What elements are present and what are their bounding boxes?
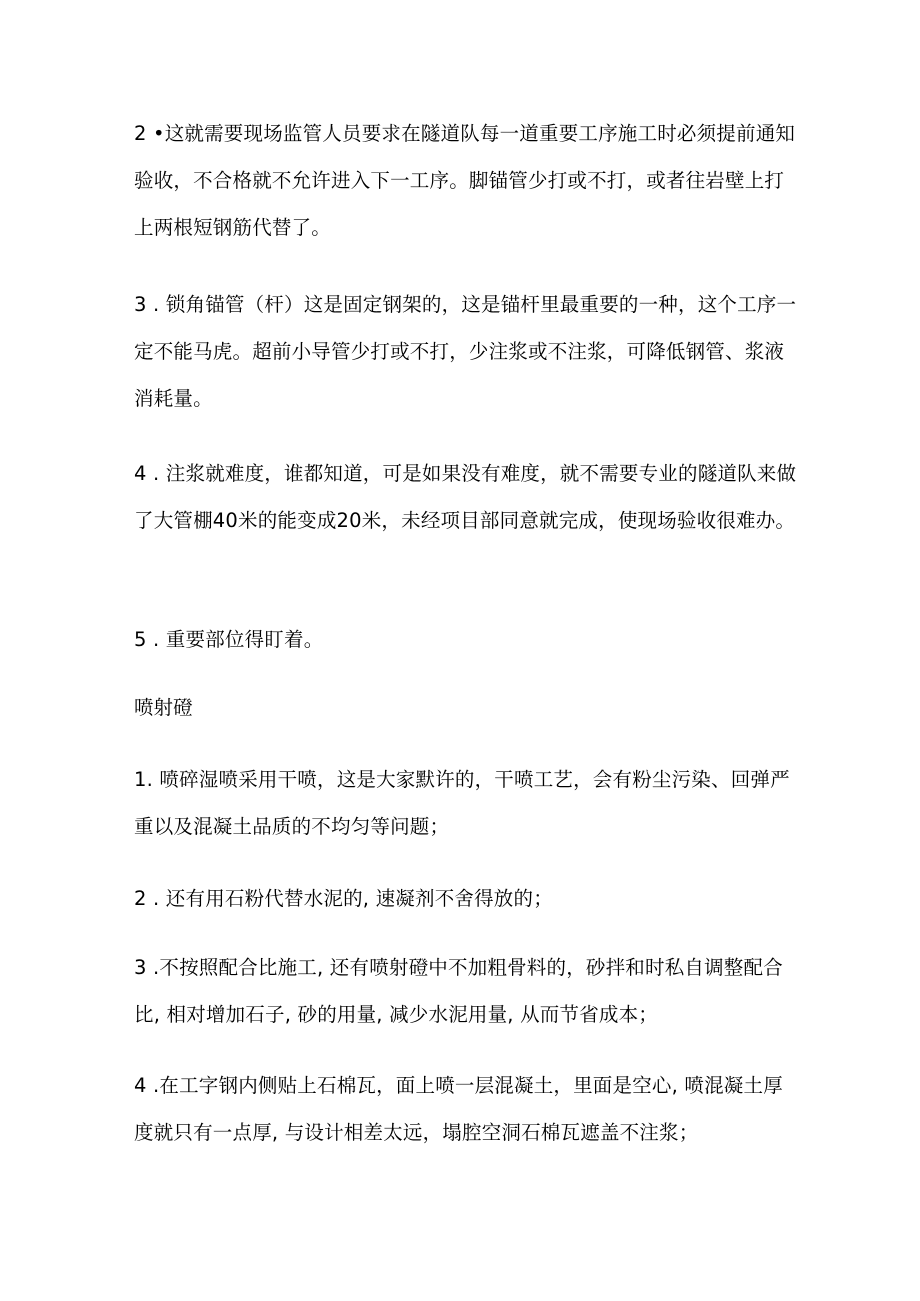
paragraph-2-supervision: 2 •这就需要现场监管人员要求在隧道队每一道重要工序施工时必须提前通知验收，不合格就不允许进入下一工序。脚锚管少打或不打，或者往岩壁上打上两根短钢筋代替了。 — [134, 122, 796, 239]
section-heading-shotcrete: 喷射磴 — [134, 696, 193, 719]
shotcrete-item-4: 4 .在工字钢内侧贴上石棉瓦，面上喷一层混凝土，里面是空心, 喷混凝土厚度就只有一点厚, 与设计相差太远，塌腔空洞石棉瓦遮盖不注浆； — [134, 1074, 783, 1144]
shotcrete-item-3: 3 .不按照配合比施工, 还有喷射磴中不加粗骨料的，砂拌和时私自调整配合比, 相对增加石子, 砂的用量, 减少水泥用量, 从而节省成本； — [134, 956, 783, 1026]
shotcrete-item-1: 1. 喷碎湿喷采用干喷，这是大家默许的，干喷工艺，会有粉尘污染、回弹严重以及混凝土品质的不均匀等问题； — [134, 768, 790, 838]
paragraph-4-grouting: 4 . 注浆就难度，谁都知道，可是如果没有难度，就不需要专业的隧道队来做了大管棚40米的能变成20米，未经项目部同意就完成，使现场验收很难办。 — [134, 462, 797, 532]
paragraph-5-key-parts: 5 . 重要部位得盯着。 — [134, 628, 324, 651]
paragraph-3-lock-anchor: 3 . 锁角锚管（杆）这是固定钢架的，这是锚杆里最重要的一种，这个工序一定不能马虎。超前小导管少打或不打，少注浆或不注浆，可降低钢管、浆液消耗量。 — [134, 293, 797, 410]
shotcrete-item-2: 2 . 还有用石粉代替水泥的, 速凝剂不舍得放的； — [134, 887, 553, 910]
